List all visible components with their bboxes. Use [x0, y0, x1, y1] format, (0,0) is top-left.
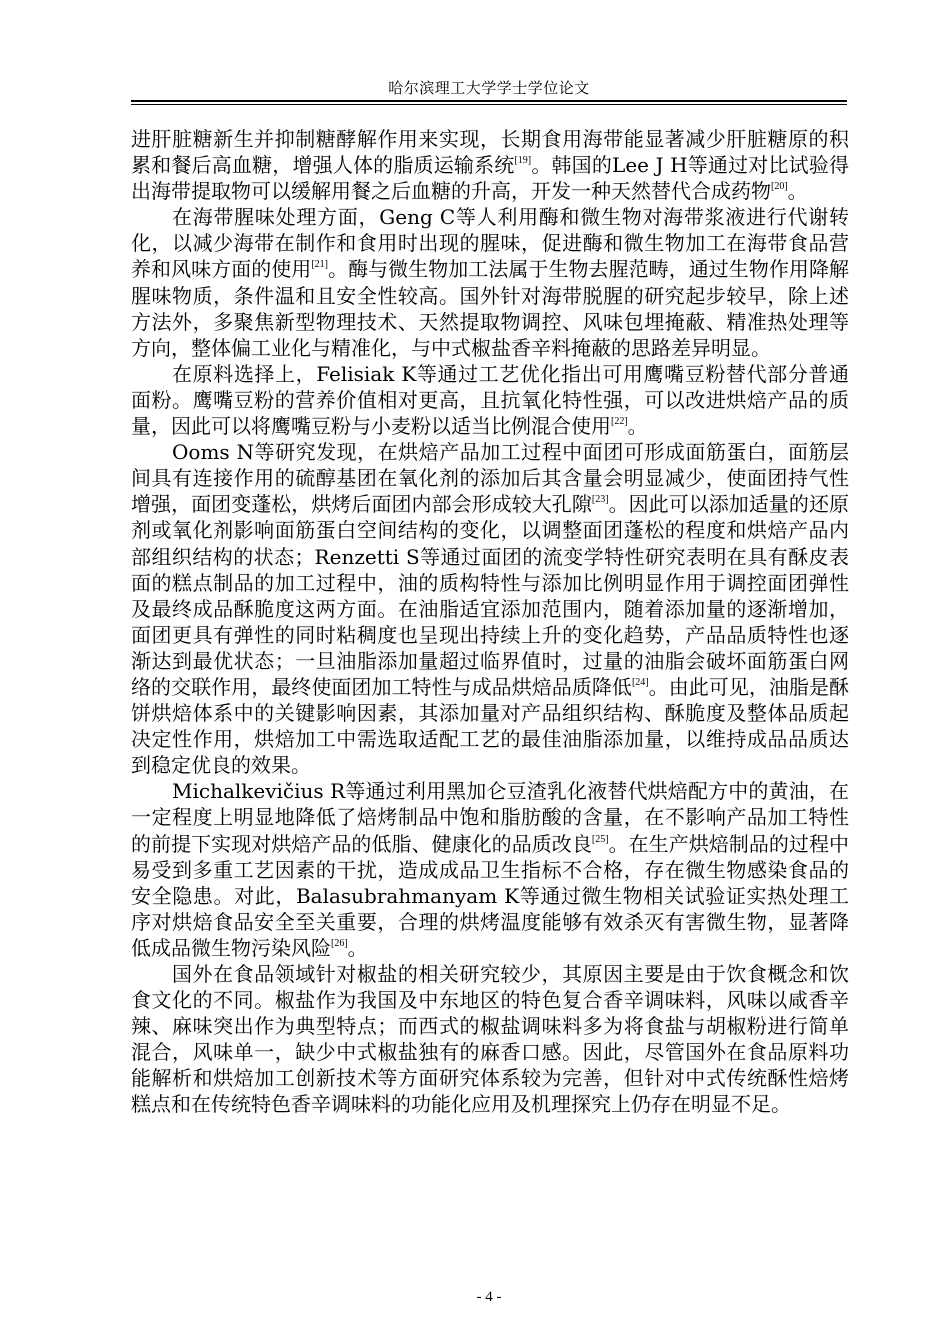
paragraph-text: 。	[627, 414, 648, 439]
body-paragraph	[131, 778, 849, 961]
paragraph-text: 在原料选择上，Felisiak K等通过工艺优化指出可用鹰嘴豆粉替代部分普通面粉。鹰嘴豆粉的营养价值相对更高，且抗氧化特性强，可以改进烘焙产品的质量，因此可以将鹰嘴豆粉与小麦粉以适当比例混合使用	[131, 361, 849, 439]
citation-marker: [25]	[591, 833, 609, 845]
paragraph-text: 。因此可以添加适量的还原剂或氧化剂影响面筋蛋白空间结构的变化，以调整面团蓬松的程度和烘焙产品内部组织结构的状态；Renzetti S等通过面团的流变学特性研究表明在具有酥皮表面的糕点制品的加工过程中，油的质构特性与添加比例明显作用于调控面团弹性及最终成品酥脆度这两方面。在油脂适宜添加范围内，随着添加量的逐渐增加，面团更具有弹性的同时粘稠度也呈现出持续上升的变化趋势，产品品质特性也逐渐达到最优状态；一旦油脂添加量超过临界值时，过量的油脂会破坏面筋蛋白网络的交联作用，最终使面团加工特性与成品烘焙品质降低	[131, 492, 850, 699]
paragraph-text: 国外在食品领域针对椒盐的相关研究较少，其原因主要是由于饮食概念和饮食文化的不同。椒盐作为我国及中东地区的特色复合香辛调味料，风味以咸香辛辣、麻味突出作为典型特点；而西式的椒盐调味料多为将食盐与胡椒粉进行简单混合，风味单一，缺少中式椒盐独有的麻香口感。因此，尽管国外在食品原料功能解析和烘焙加工创新技术等方面研究体系较为完善，但针对中式传统酥性焙烤糕点和在传统特色香辛调味料的功能化应用及机理探究上仍存在明显不足。	[131, 962, 849, 1117]
body-paragraph	[131, 204, 849, 361]
paragraph-text: Michalkevičius R等通过利用黑加仑豆渣乳化液替代烘焙配方中的黄油，在一定程度上明显地降低了焙烤制品中饱和脂肪酸的含量，在不影响产品加工特性的前提下实现对烘焙产品的低脂、健康化的品质改良	[131, 779, 849, 856]
body-paragraph	[131, 126, 849, 204]
citation-marker: [19]	[514, 155, 532, 167]
paragraph-text: 。	[347, 935, 368, 960]
paragraph-text: 。韩国的Lee J H等通过对比试验得出海带提取物可以缓解用餐之后血糖的升高，开发一种天然替代合成药物	[131, 153, 849, 204]
citation-marker: [24]	[631, 676, 649, 688]
paragraph-text: 在海带腥味处理方面，Geng C等人利用酶和微生物对海带浆液进行代谢转化，以减少海带在制作和食用时出现的腥味，促进酶和微生物加工在海带食品营养和风味方面的使用	[131, 205, 849, 282]
paragraph-text: 。由此可见，油脂是酥饼烘焙体系中的关键影响因素，其添加量对产品组织结构、酥脆度及整体品质起决定性作用，烘焙加工中需选取适配工艺的最佳油脂添加量，以维持成品品质达到稳定优良的效果。	[131, 674, 850, 778]
paragraph-text: 进肝脏糖新生并抑制糖酵解作用来实现，长期食用海带能显著减少肝脏糖原的积累和餐后高血糖，增强人体的脂质运输系统	[131, 127, 849, 178]
body-paragraph	[131, 361, 849, 439]
citation-marker: [21]	[311, 259, 329, 271]
body-paragraph	[131, 961, 849, 1118]
body-paragraph	[131, 439, 849, 778]
body-text	[131, 126, 849, 1118]
header-divider-thin	[131, 104, 847, 105]
page-header-title: 哈尔滨理工大学学士学位论文	[388, 79, 590, 97]
citation-marker: [20]	[771, 181, 788, 193]
paragraph-text: 。在生产烘焙制品的过程中易受到多重工艺因素的干扰，造成成品卫生指标不合格，存在微生物感染食品的安全隐患。对此，Balasubrahmanyam K等通过微生物相关试验证实热处理工序对烘焙食品安全至关重要，合理的烘烤温度能够有效杀灭有害微生物，显著降低成品微生物污染风险	[131, 831, 850, 960]
paragraph-text: 。酶与微生物加工法属于生物去腥范畴，通过生物作用降解腥味物质，条件温和且安全性较高。国外针对海带脱腥的研究起步较早，除上述方法外，多聚焦新型物理技术、天然提取物调控、风味包埋掩蔽、精准热处理等方向，整体偏工业化与精准化，与中式椒盐香辛料掩蔽的思路差异明显。	[131, 257, 850, 360]
citation-marker: [22]	[611, 416, 628, 428]
header-divider-thick	[131, 100, 847, 102]
paragraph-text: Ooms N等研究发现，在烘焙产品加工过程中面团可形成面筋蛋白，面筋层间具有连接作用的硫醇基团在氧化剂的添加后其含量会明显减少，使面团持气性增强，面团变蓬松，烘烤后面团内部会形成较大孔隙	[131, 440, 849, 517]
citation-marker: [23]	[591, 494, 609, 506]
citation-marker: [26]	[331, 937, 348, 949]
paragraph-text: 。	[787, 179, 808, 204]
page-number: - 4 -	[476, 1289, 502, 1305]
